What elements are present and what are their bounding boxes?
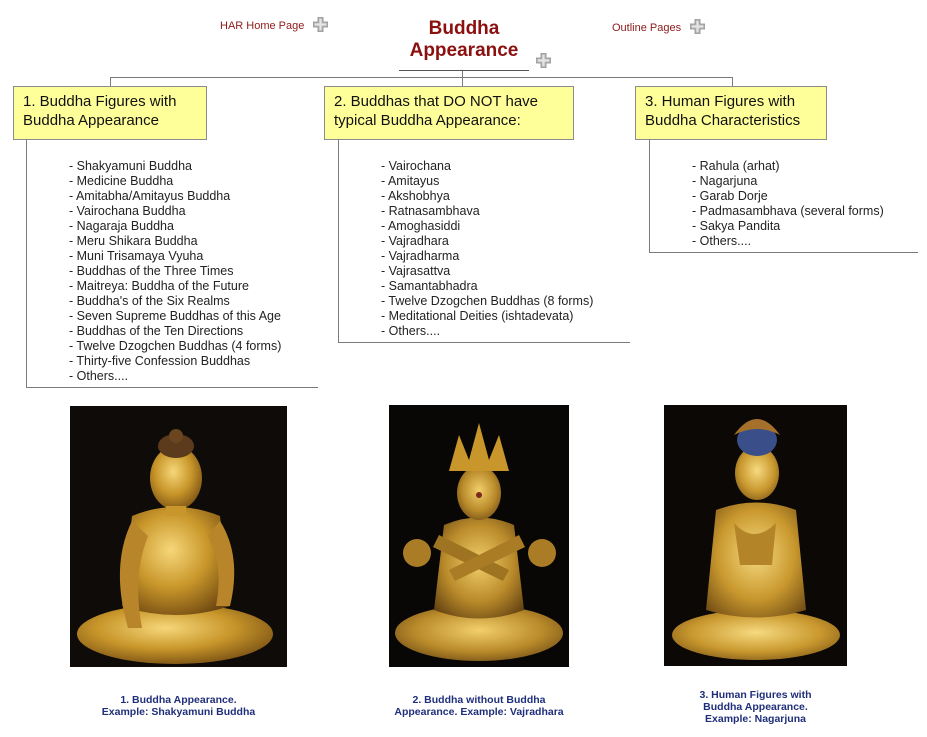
category-box-1[interactable]	[13, 86, 207, 140]
outline-expand-icon[interactable]	[690, 19, 704, 33]
page-title	[398, 18, 530, 62]
list-item[interactable]: - Ratnasambhava	[381, 204, 480, 218]
har-home-link[interactable]: HAR Home Page	[220, 20, 305, 32]
list-item[interactable]: - Muni Trisamaya Vyuha	[69, 249, 204, 263]
title-expand-icon[interactable]	[536, 53, 550, 67]
caption-3-line-1: 3. Human Figures with	[699, 689, 812, 701]
list-item[interactable]: - Nagaraja Buddha	[69, 219, 174, 233]
list-item[interactable]: - Akshobhya	[381, 189, 450, 203]
list-item[interactable]: - Thirty-five Confession Buddhas	[69, 354, 251, 368]
list-item[interactable]: - Amitabha/Amitayus Buddha	[69, 189, 231, 203]
branch-drop-1	[110, 77, 111, 86]
list-1-bracket-vertical	[26, 140, 27, 387]
caption-3-line-2: Buddha Appearance.	[703, 701, 808, 713]
list-item[interactable]: - Shakyamuni Buddha	[69, 159, 192, 173]
list-item[interactable]: - Padmasambhava (several forms)	[692, 204, 884, 218]
branch-drop-2	[462, 77, 463, 86]
category-1-list	[69, 159, 281, 384]
branch-drop-3	[732, 77, 733, 86]
list-item[interactable]: - Others....	[381, 324, 441, 338]
list-item[interactable]: - Garab Dorje	[692, 189, 768, 203]
list-item[interactable]: - Medicine Buddha	[69, 174, 174, 188]
caption-2	[389, 694, 569, 718]
list-item[interactable]: - Vajradharma	[381, 249, 460, 263]
category-2-list	[381, 159, 593, 339]
list-1-bracket-bottom	[26, 387, 318, 388]
list-item[interactable]: - Vairochana Buddha	[69, 204, 186, 218]
list-item[interactable]: - Others....	[69, 369, 129, 383]
home-expand-icon[interactable]	[313, 17, 327, 31]
list-item[interactable]: - Seven Supreme Buddhas of this Age	[69, 309, 281, 323]
list-item[interactable]: - Nagarjuna	[692, 174, 758, 188]
list-item[interactable]: - Buddha's of the Six Realms	[69, 294, 230, 308]
list-item[interactable]: - Buddhas of the Ten Directions	[69, 324, 244, 338]
category-3-line-2: Buddha Characteristics	[645, 112, 801, 129]
category-2-line-1: 2. Buddhas that DO NOT have	[334, 93, 539, 110]
list-item[interactable]: - Amitayus	[381, 174, 440, 188]
title-line-2: Appearance	[409, 40, 519, 61]
list-3-bracket-bottom	[649, 252, 918, 253]
list-item[interactable]: - Twelve Dzogchen Buddhas (4 forms)	[69, 339, 282, 353]
category-3-list	[692, 159, 884, 249]
category-1-line-2: Buddha Appearance	[23, 112, 159, 129]
category-box-3[interactable]	[635, 86, 827, 140]
list-item[interactable]: - Samantabhadra	[381, 279, 478, 293]
list-item[interactable]: - Meditational Deities (ishtadevata)	[381, 309, 574, 323]
caption-1-line-1: 1. Buddha Appearance.	[120, 694, 237, 706]
list-2-bracket-bottom	[338, 342, 630, 343]
list-item[interactable]: - Maitreya: Buddha of the Future	[69, 279, 249, 293]
list-item[interactable]: - Vairochana	[381, 159, 451, 173]
list-item[interactable]: - Sakya Pandita	[692, 219, 781, 233]
list-item[interactable]: - Meru Shikara Buddha	[69, 234, 198, 248]
list-item[interactable]: - Rahula (arhat)	[692, 159, 780, 173]
shakyamuni-buddha-image[interactable]	[70, 406, 287, 667]
list-item[interactable]: - Others....	[692, 234, 752, 248]
list-item[interactable]: - Vajrasattva	[381, 264, 451, 278]
list-item[interactable]: - Amoghasiddi	[381, 219, 461, 233]
category-1-line-1: 1. Buddha Figures with	[23, 93, 177, 110]
caption-1	[70, 694, 287, 718]
category-2-line-2: typical Buddha Appearance:	[334, 112, 521, 129]
nagarjuna-image[interactable]	[664, 405, 847, 666]
title-underline	[399, 70, 529, 71]
category-box-2[interactable]	[324, 86, 574, 140]
list-item[interactable]: - Buddhas of the Three Times	[69, 264, 234, 278]
list-3-bracket-vertical	[649, 140, 650, 252]
caption-3	[664, 689, 847, 725]
list-item[interactable]: - Vajradhara	[381, 234, 449, 248]
caption-2-line-1: 2. Buddha without Buddha	[412, 694, 546, 706]
outline-pages-link[interactable]: Outline Pages	[612, 22, 682, 34]
caption-3-line-3: Example: Nagarjuna	[705, 713, 806, 725]
list-2-bracket-vertical	[338, 140, 339, 342]
caption-2-line-2: Appearance. Example: Vajradhara	[394, 706, 564, 718]
vajradhara-image[interactable]	[389, 405, 569, 667]
branch-line	[110, 77, 733, 78]
caption-1-line-2: Example: Shakyamuni Buddha	[101, 706, 256, 718]
title-line-1: Buddha	[428, 18, 500, 39]
category-3-line-1: 3. Human Figures with	[645, 93, 796, 110]
list-item[interactable]: - Twelve Dzogchen Buddhas (8 forms)	[381, 294, 594, 308]
